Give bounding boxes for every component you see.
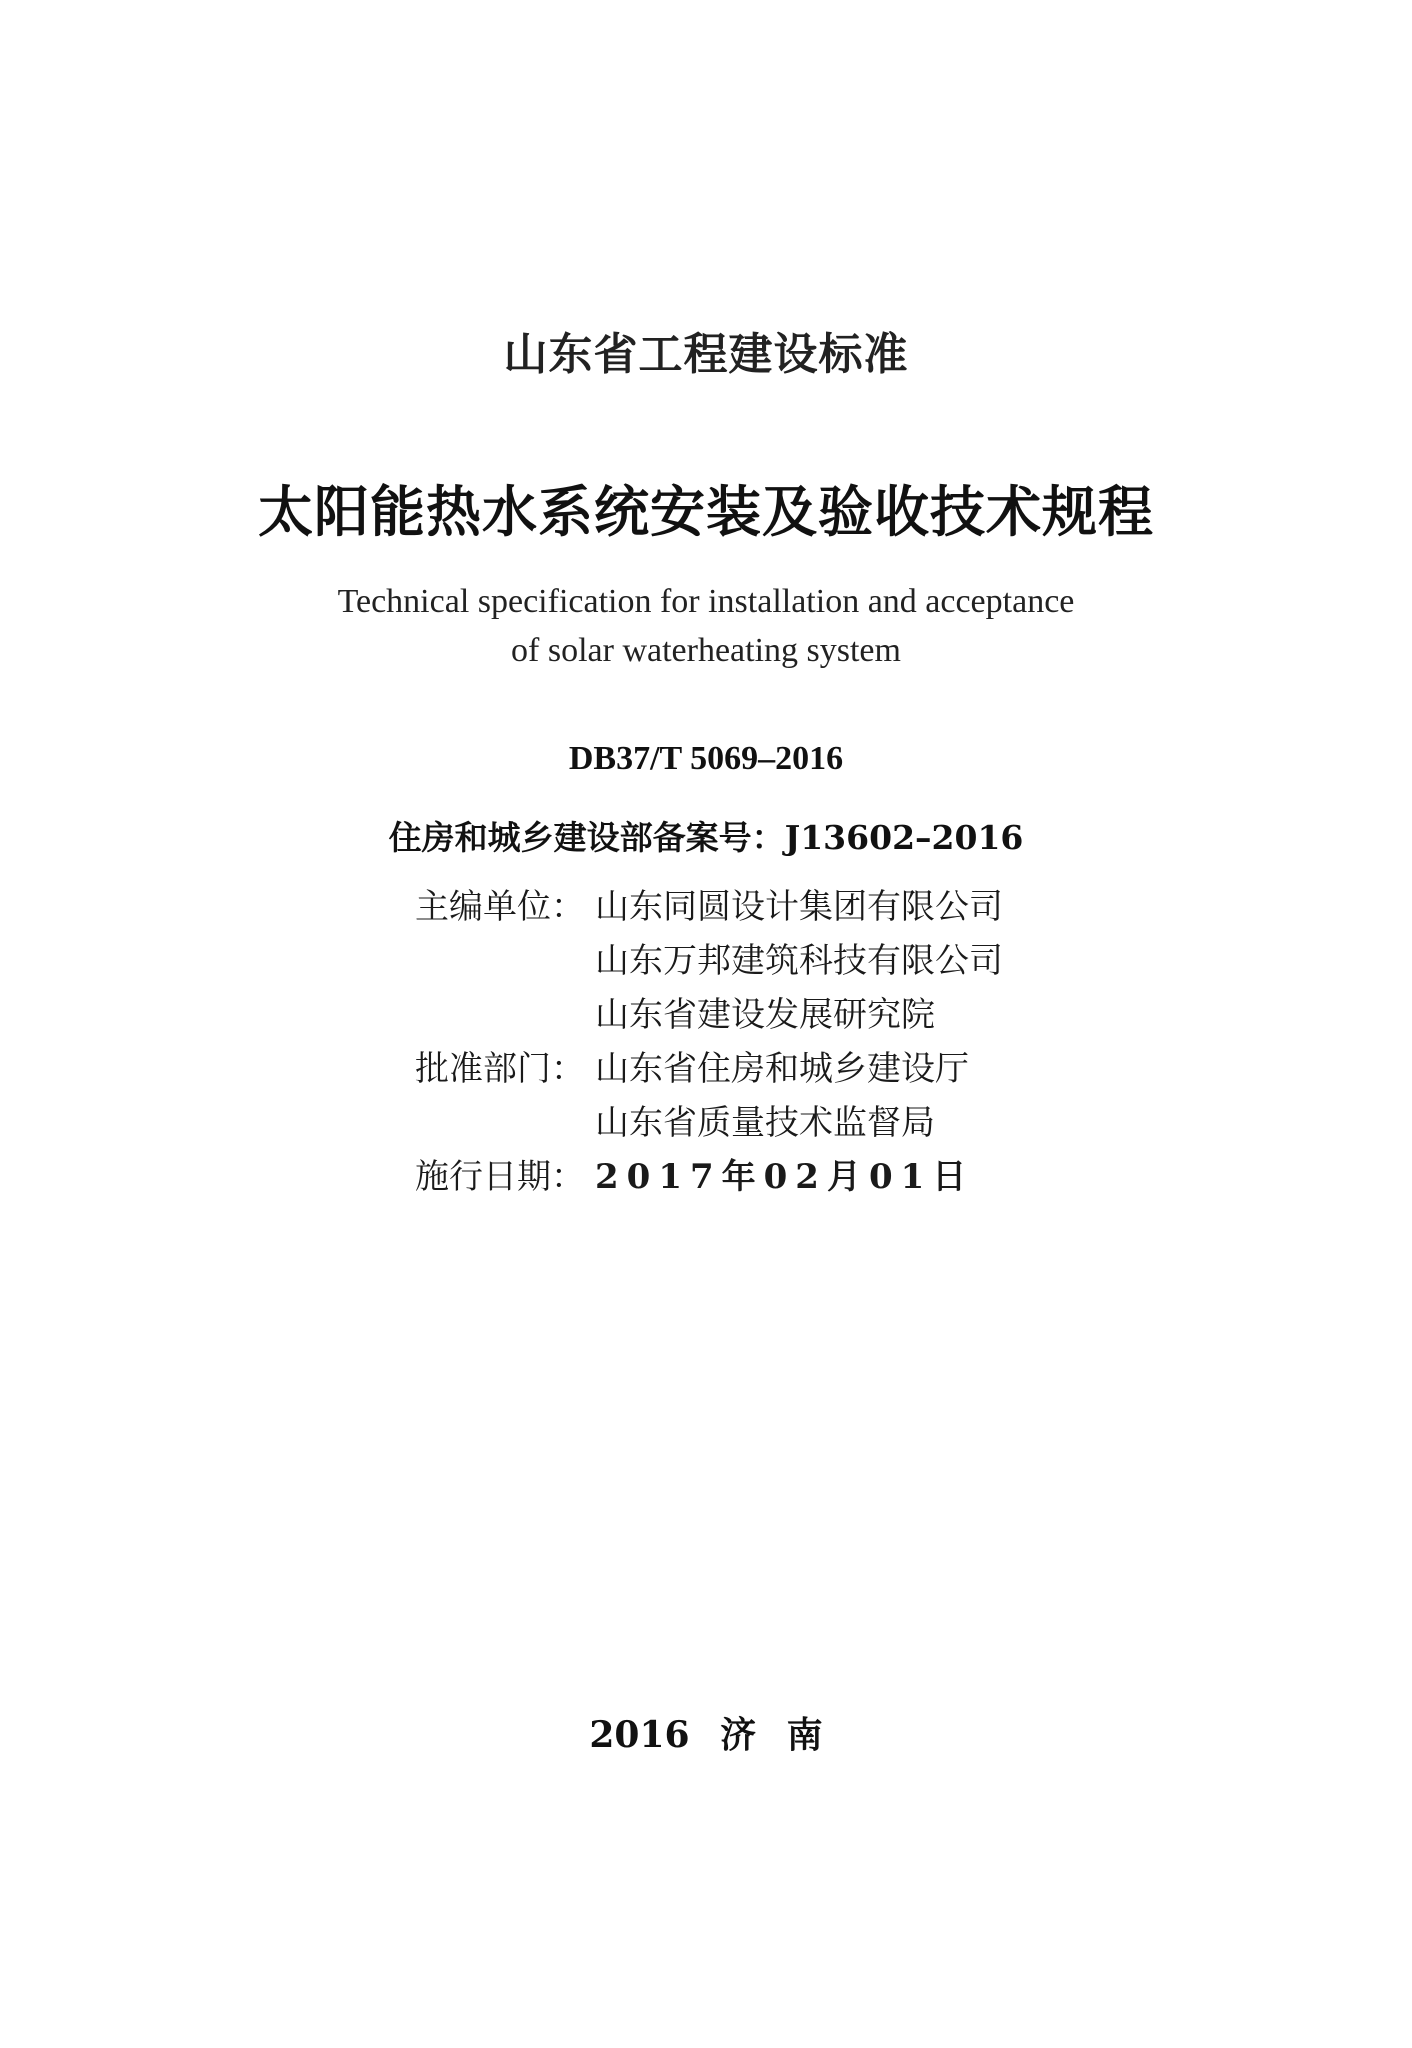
approval-department: 山东省住房和城乡建设厅 [595, 1049, 969, 1089]
publication-place-year: 2016 济 南 [589, 1714, 823, 1756]
record-number: 住房和城乡建设部备案号：J13602–2016 [388, 818, 1024, 857]
standard-number: DB37/T 5069–2016 [568, 740, 844, 777]
effective-date-row [415, 1150, 1003, 1204]
editor-row [415, 988, 1003, 1042]
effective-date: 2017年02月01日 [595, 1157, 975, 1197]
approval-row [415, 1096, 1003, 1150]
approval-department: 山东省质量技术监督局 [595, 1103, 935, 1143]
effective-label: 施行日期： [415, 1157, 585, 1197]
approval-row [415, 1042, 1003, 1096]
editor-row [415, 934, 1003, 988]
approval-label: 批准部门： [415, 1049, 585, 1089]
publication-info [415, 880, 1003, 1204]
spacer [415, 934, 595, 988]
title-chinese: 太阳能热水系统安装及验收技术规程 [257, 479, 1154, 544]
spacer [415, 988, 595, 1042]
editor-unit: 山东省建设发展研究院 [595, 995, 935, 1035]
editor-label: 主编单位： [415, 887, 585, 927]
standard-series: 山东省工程建设标准 [503, 329, 909, 380]
spacer [415, 1096, 595, 1150]
editor-unit: 山东同圆设计集团有限公司 [595, 887, 1003, 927]
editor-row [415, 880, 1003, 934]
title-english-line-1: Technical specification for installation and acceptance [337, 583, 1075, 620]
editor-unit: 山东万邦建筑科技有限公司 [595, 941, 1003, 981]
title-english-line-2: of solar waterheating system [511, 632, 901, 669]
